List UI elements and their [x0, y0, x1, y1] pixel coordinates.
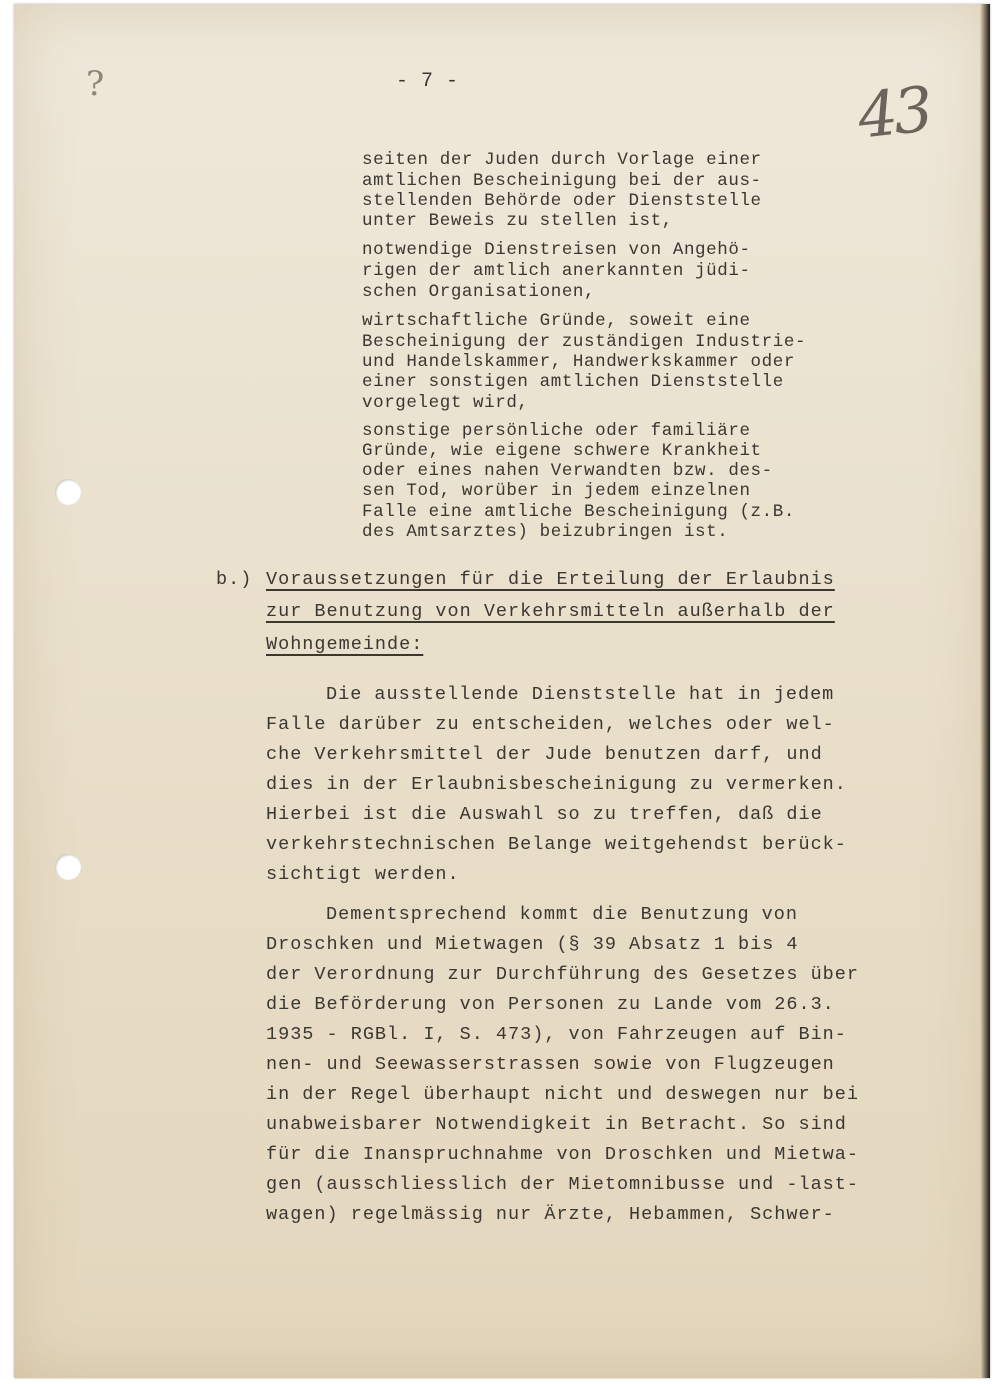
punch-hole	[55, 479, 81, 505]
text-line: des Amtsarztes) beizubringen ist.	[362, 522, 729, 542]
text-line: vorgelegt wird,	[362, 393, 529, 413]
text-line: oder eines nahen Verwandten bzw. des-	[362, 461, 773, 481]
section-heading-line: zur Benutzung von Verkehrsmitteln außerhalb der	[266, 601, 835, 622]
text-line: Falle eine amtliche Bescheinigung (z.B.	[362, 502, 795, 522]
text-line: Dementsprechend kommt die Benutzung von	[326, 904, 798, 925]
text-line: Droschken und Mietwagen (§ 39 Absatz 1 bis 4	[266, 934, 799, 955]
text-line: Bescheinigung der zuständigen Industrie-	[362, 332, 807, 352]
text-line: für die Inanspruchnahme von Droschken und Mietwa-	[266, 1144, 859, 1165]
text-line: schen Organisationen,	[362, 282, 596, 302]
text-line: Die ausstellende Dienststelle hat in jedem	[326, 684, 835, 705]
text-line: Gründe, wie eigene schwere Krankheit	[362, 441, 762, 461]
text-line: wirtschaftliche Gründe, soweit eine	[362, 311, 751, 331]
text-line: nen- und Seewasserstrassen sowie von Flugzeugen	[266, 1054, 835, 1075]
page-number: - 7 -	[396, 70, 459, 93]
text-line: rigen der amtlich anerkannten jüdi-	[362, 261, 751, 281]
text-line: einer sonstigen amtlichen Dienststelle	[362, 372, 784, 392]
text-line: notwendige Dienstreisen von Angehö-	[362, 240, 751, 260]
text-line: verkehrstechnischen Belange weitgehendst berück-	[266, 834, 847, 855]
text-line: in der Regel überhaupt nicht und deswegen nur bei	[266, 1084, 859, 1105]
text-line: amtlichen Bescheinigung bei der aus-	[362, 171, 762, 191]
text-line: unter Beweis zu stellen ist,	[362, 211, 673, 231]
section-label: b.)	[216, 569, 253, 590]
text-line: und Handelskammer, Handwerkskammer oder	[362, 352, 795, 372]
text-line: sonstige persönliche oder familiäre	[362, 421, 751, 441]
section-heading-line: Voraussetzungen für die Erteilung der Erlaubnis	[266, 569, 835, 590]
pencil-mark: ?	[86, 64, 105, 104]
text-line: unabweisbarer Notwendigkeit in Betracht. So sind	[266, 1114, 847, 1135]
text-line: die Beförderung von Personen zu Lande vom 26.3.	[266, 994, 835, 1015]
text-line: sen Tod, worüber in jedem einzelnen	[362, 481, 751, 501]
section-heading-line: Wohngemeinde:	[266, 634, 424, 655]
text-line: Hierbei ist die Auswahl so zu treffen, daß die	[266, 804, 823, 825]
text-line: che Verkehrsmittel der Jude benutzen darf, und	[266, 744, 823, 765]
text-line: gen (ausschliesslich der Mietomnibusse und -last-	[266, 1174, 859, 1195]
page-edge-shadow	[980, 4, 990, 1378]
text-line: wagen) regelmässig nur Ärzte, Hebammen, Schwer-	[266, 1204, 835, 1225]
text-line: 1935 - RGBl. I, S. 473), von Fahrzeugen auf Bin-	[266, 1024, 847, 1045]
text-line: sichtigt werden.	[266, 864, 460, 885]
text-line: dies in der Erlaubnisbescheinigung zu vermerken.	[266, 774, 847, 795]
punch-hole	[55, 854, 81, 880]
text-line: seiten der Juden durch Vorlage einer	[362, 150, 762, 170]
text-line: stellenden Behörde oder Dienststelle	[362, 191, 762, 211]
text-line: der Verordnung zur Durchführung des Gesetzes über	[266, 964, 859, 985]
text-line: Falle darüber zu entscheiden, welches oder wel-	[266, 714, 835, 735]
handwritten-folio-number: 43	[854, 72, 933, 153]
